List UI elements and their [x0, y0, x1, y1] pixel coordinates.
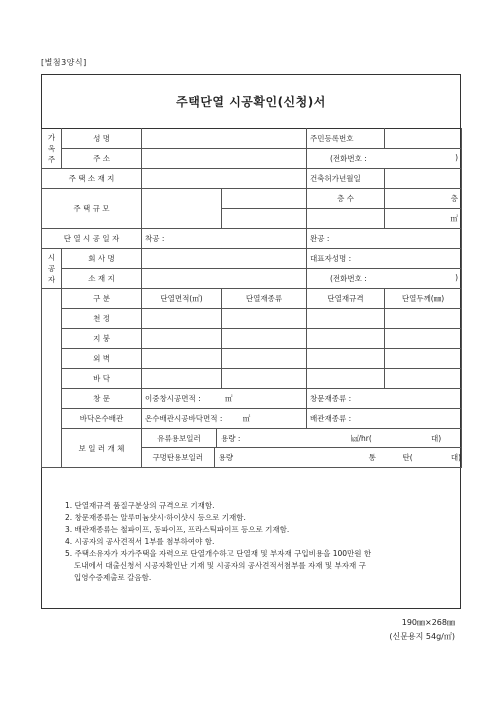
- spec-header-thickness: 단열두께(㎜): [385, 289, 462, 309]
- note-line: 1. 단열재규격 품질구분상의 규격으로 기재함.: [65, 501, 215, 510]
- boiler-coal-count[interactable]: 대): [450, 453, 461, 462]
- spec-row-window: [42, 389, 462, 409]
- end-date-label: 완공 :: [310, 234, 330, 243]
- contractor-company-row: [42, 249, 462, 269]
- note-line: 2. 창문재종류는 알루미늄샷시·하이샷시 등으로 기재함.: [65, 513, 246, 522]
- house-size-field-1[interactable]: [142, 189, 222, 229]
- owner-phone-close: ): [455, 153, 458, 162]
- owner-address-label: 주 소: [62, 149, 142, 169]
- window-area-unit: ㎡: [225, 394, 233, 403]
- contractor-rep-label: 대표자성명 :: [310, 254, 352, 263]
- permit-date-label: 건축허가년월일: [307, 169, 385, 189]
- boiler-detail: [142, 429, 462, 468]
- contractor-phone-label: (전화번호 :: [330, 274, 367, 283]
- house-size-row-1: [42, 189, 462, 209]
- pipe-type-field[interactable]: [307, 409, 462, 429]
- spec-header-material: 단열재종류: [222, 289, 307, 309]
- contractor-company-field[interactable]: [142, 249, 307, 269]
- contractor-location-field[interactable]: [142, 269, 307, 289]
- floors-unit: 층: [385, 189, 462, 209]
- annex-label: [별첨3양식]: [41, 58, 87, 67]
- spec-row-roof: [42, 329, 462, 349]
- spec-left-margin: [42, 289, 62, 468]
- contractor-phone-field[interactable]: [307, 269, 462, 289]
- house-size-label: 주 택 규 모: [42, 189, 142, 229]
- pipe-type-label: 배관재종류 :: [310, 414, 352, 423]
- permit-date-field[interactable]: [385, 169, 462, 189]
- boiler-oil-unit: ㎉/hr(: [351, 433, 372, 443]
- spec-cell[interactable]: [385, 349, 462, 369]
- spec-cell[interactable]: [142, 349, 222, 369]
- note-line: 도내에서 대출신청서 시공자확인난 기재 및 시공자의 공사견적서첨부를 자재 및 부자재 구: [74, 561, 366, 570]
- spec-row-label: 외 벽: [62, 349, 142, 369]
- spec-cell[interactable]: [307, 369, 385, 389]
- boiler-coal-capacity[interactable]: 용량: [218, 453, 234, 462]
- boiler-coal-briquette: 탄(: [402, 453, 413, 462]
- boiler-coal-row: [142, 448, 461, 467]
- house-size-field-4[interactable]: [307, 209, 385, 229]
- house-location-field[interactable]: [142, 169, 307, 189]
- spec-cell[interactable]: [385, 329, 462, 349]
- note-line: 3. 배관재종류는 철파이프, 동파이프, 프라스틱파이프 등으로 기재함.: [65, 525, 290, 534]
- boiler-oil-row: [142, 429, 461, 448]
- spec-row-pipe: [42, 409, 462, 429]
- spec-row-label: 천 정: [62, 309, 142, 329]
- spec-cell[interactable]: [222, 309, 307, 329]
- window-type-field[interactable]: [307, 389, 462, 409]
- spec-cell[interactable]: [307, 349, 385, 369]
- boiler-oil-label: 유류용보일러: [157, 433, 201, 443]
- paper-type: (신문용지 54g/㎡): [389, 632, 455, 641]
- contractor-phone-close: ): [455, 273, 458, 282]
- pipe-area-unit: ㎡: [242, 414, 251, 423]
- spec-row-label: 지 붕: [62, 329, 142, 349]
- contractor-location-row: [42, 269, 462, 289]
- spec-cell[interactable]: [222, 369, 307, 389]
- owner-address-field[interactable]: [142, 149, 307, 169]
- house-location-label: 주 택 소 재 지: [42, 169, 142, 189]
- spec-row-floor: [42, 369, 462, 389]
- owner-address-row: [42, 149, 462, 169]
- window-type-label: 창문재종류 :: [310, 394, 352, 403]
- owner-phone-label: (전화번호 :: [330, 154, 367, 163]
- pipe-label: 바닥온수배관: [62, 409, 142, 429]
- notes: [65, 500, 455, 584]
- spec-cell[interactable]: [222, 349, 307, 369]
- boiler-oil-capacity[interactable]: 용량 :: [221, 433, 241, 443]
- dates-row: [42, 229, 462, 249]
- spec-header-row: [42, 289, 462, 309]
- window-label: 창 문: [62, 389, 142, 409]
- spec-cell[interactable]: [385, 309, 462, 329]
- spec-cell[interactable]: [142, 369, 222, 389]
- spec-cell[interactable]: [307, 309, 385, 329]
- house-size-field-2[interactable]: [222, 189, 307, 209]
- spec-header-area: 단열면적(㎡): [142, 289, 222, 309]
- floors-label: 층 수: [307, 189, 385, 209]
- pipe-area-field[interactable]: [142, 409, 307, 429]
- end-date-field[interactable]: [307, 229, 462, 249]
- pipe-area-label: 온수배관시공바닥면적 :: [145, 414, 223, 423]
- house-size-field-3[interactable]: [222, 209, 307, 229]
- owner-name-label: 성 명: [62, 129, 142, 149]
- spec-cell[interactable]: [385, 369, 462, 389]
- contractor-location-label: 소 재 지: [62, 269, 142, 289]
- spec-header-category: 구 분: [62, 289, 142, 309]
- owner-phone-field[interactable]: [307, 149, 462, 169]
- boiler-oil-count[interactable]: 대): [431, 433, 442, 443]
- owner-group-label: 가옥주: [42, 129, 62, 169]
- boiler-coal-unit: 통: [368, 453, 376, 462]
- contractor-rep-field[interactable]: [307, 249, 462, 269]
- paper-size: 190㎜×268㎜: [401, 618, 455, 627]
- boiler-coal-label: 구멍탄용보일러: [152, 453, 204, 462]
- owner-name-field[interactable]: [142, 129, 307, 149]
- spec-header-spec: 단열재규격: [307, 289, 385, 309]
- spec-cell[interactable]: [142, 329, 222, 349]
- window-area-field[interactable]: [142, 389, 307, 409]
- boiler-label: 보 일 러 개 체: [62, 429, 142, 468]
- owner-name-row: [42, 129, 462, 149]
- form-table: [41, 128, 462, 468]
- form-title: 주택단열 시공확인(신청)서: [176, 95, 326, 109]
- owner-resident-no-label: 주민등록번호: [307, 129, 385, 149]
- area-unit: ㎡: [385, 209, 462, 229]
- spec-row-label: 바 닥: [62, 369, 142, 389]
- dates-label: 단 열 시 공 일 자: [42, 229, 142, 249]
- note-line: 4. 시공자의 공사견적서 1부를 첨부하여야 함.: [65, 537, 215, 546]
- spec-row-ceiling: [42, 309, 462, 329]
- spec-row-boiler: [42, 429, 462, 468]
- window-area-label: 이중창시공면적 :: [145, 394, 201, 403]
- contractor-company-label: 회 사 명: [62, 249, 142, 269]
- start-date-field[interactable]: [142, 229, 307, 249]
- spec-cell[interactable]: [222, 329, 307, 349]
- spec-cell[interactable]: [307, 329, 385, 349]
- spec-cell[interactable]: [142, 309, 222, 329]
- contractor-group-label: 시공자: [42, 249, 62, 289]
- note-line: 5. 주택소유자가 자가주택을 자력으로 단열개수하고 단열재 및 부자재 구입비용을 100만원 한: [65, 549, 372, 558]
- start-date-label: 착공 :: [145, 234, 165, 243]
- note-line: 입영수증제출로 갈음함.: [74, 573, 152, 582]
- spec-row-wall: [42, 349, 462, 369]
- owner-resident-no-field[interactable]: [385, 129, 462, 149]
- house-location-row: [42, 169, 462, 189]
